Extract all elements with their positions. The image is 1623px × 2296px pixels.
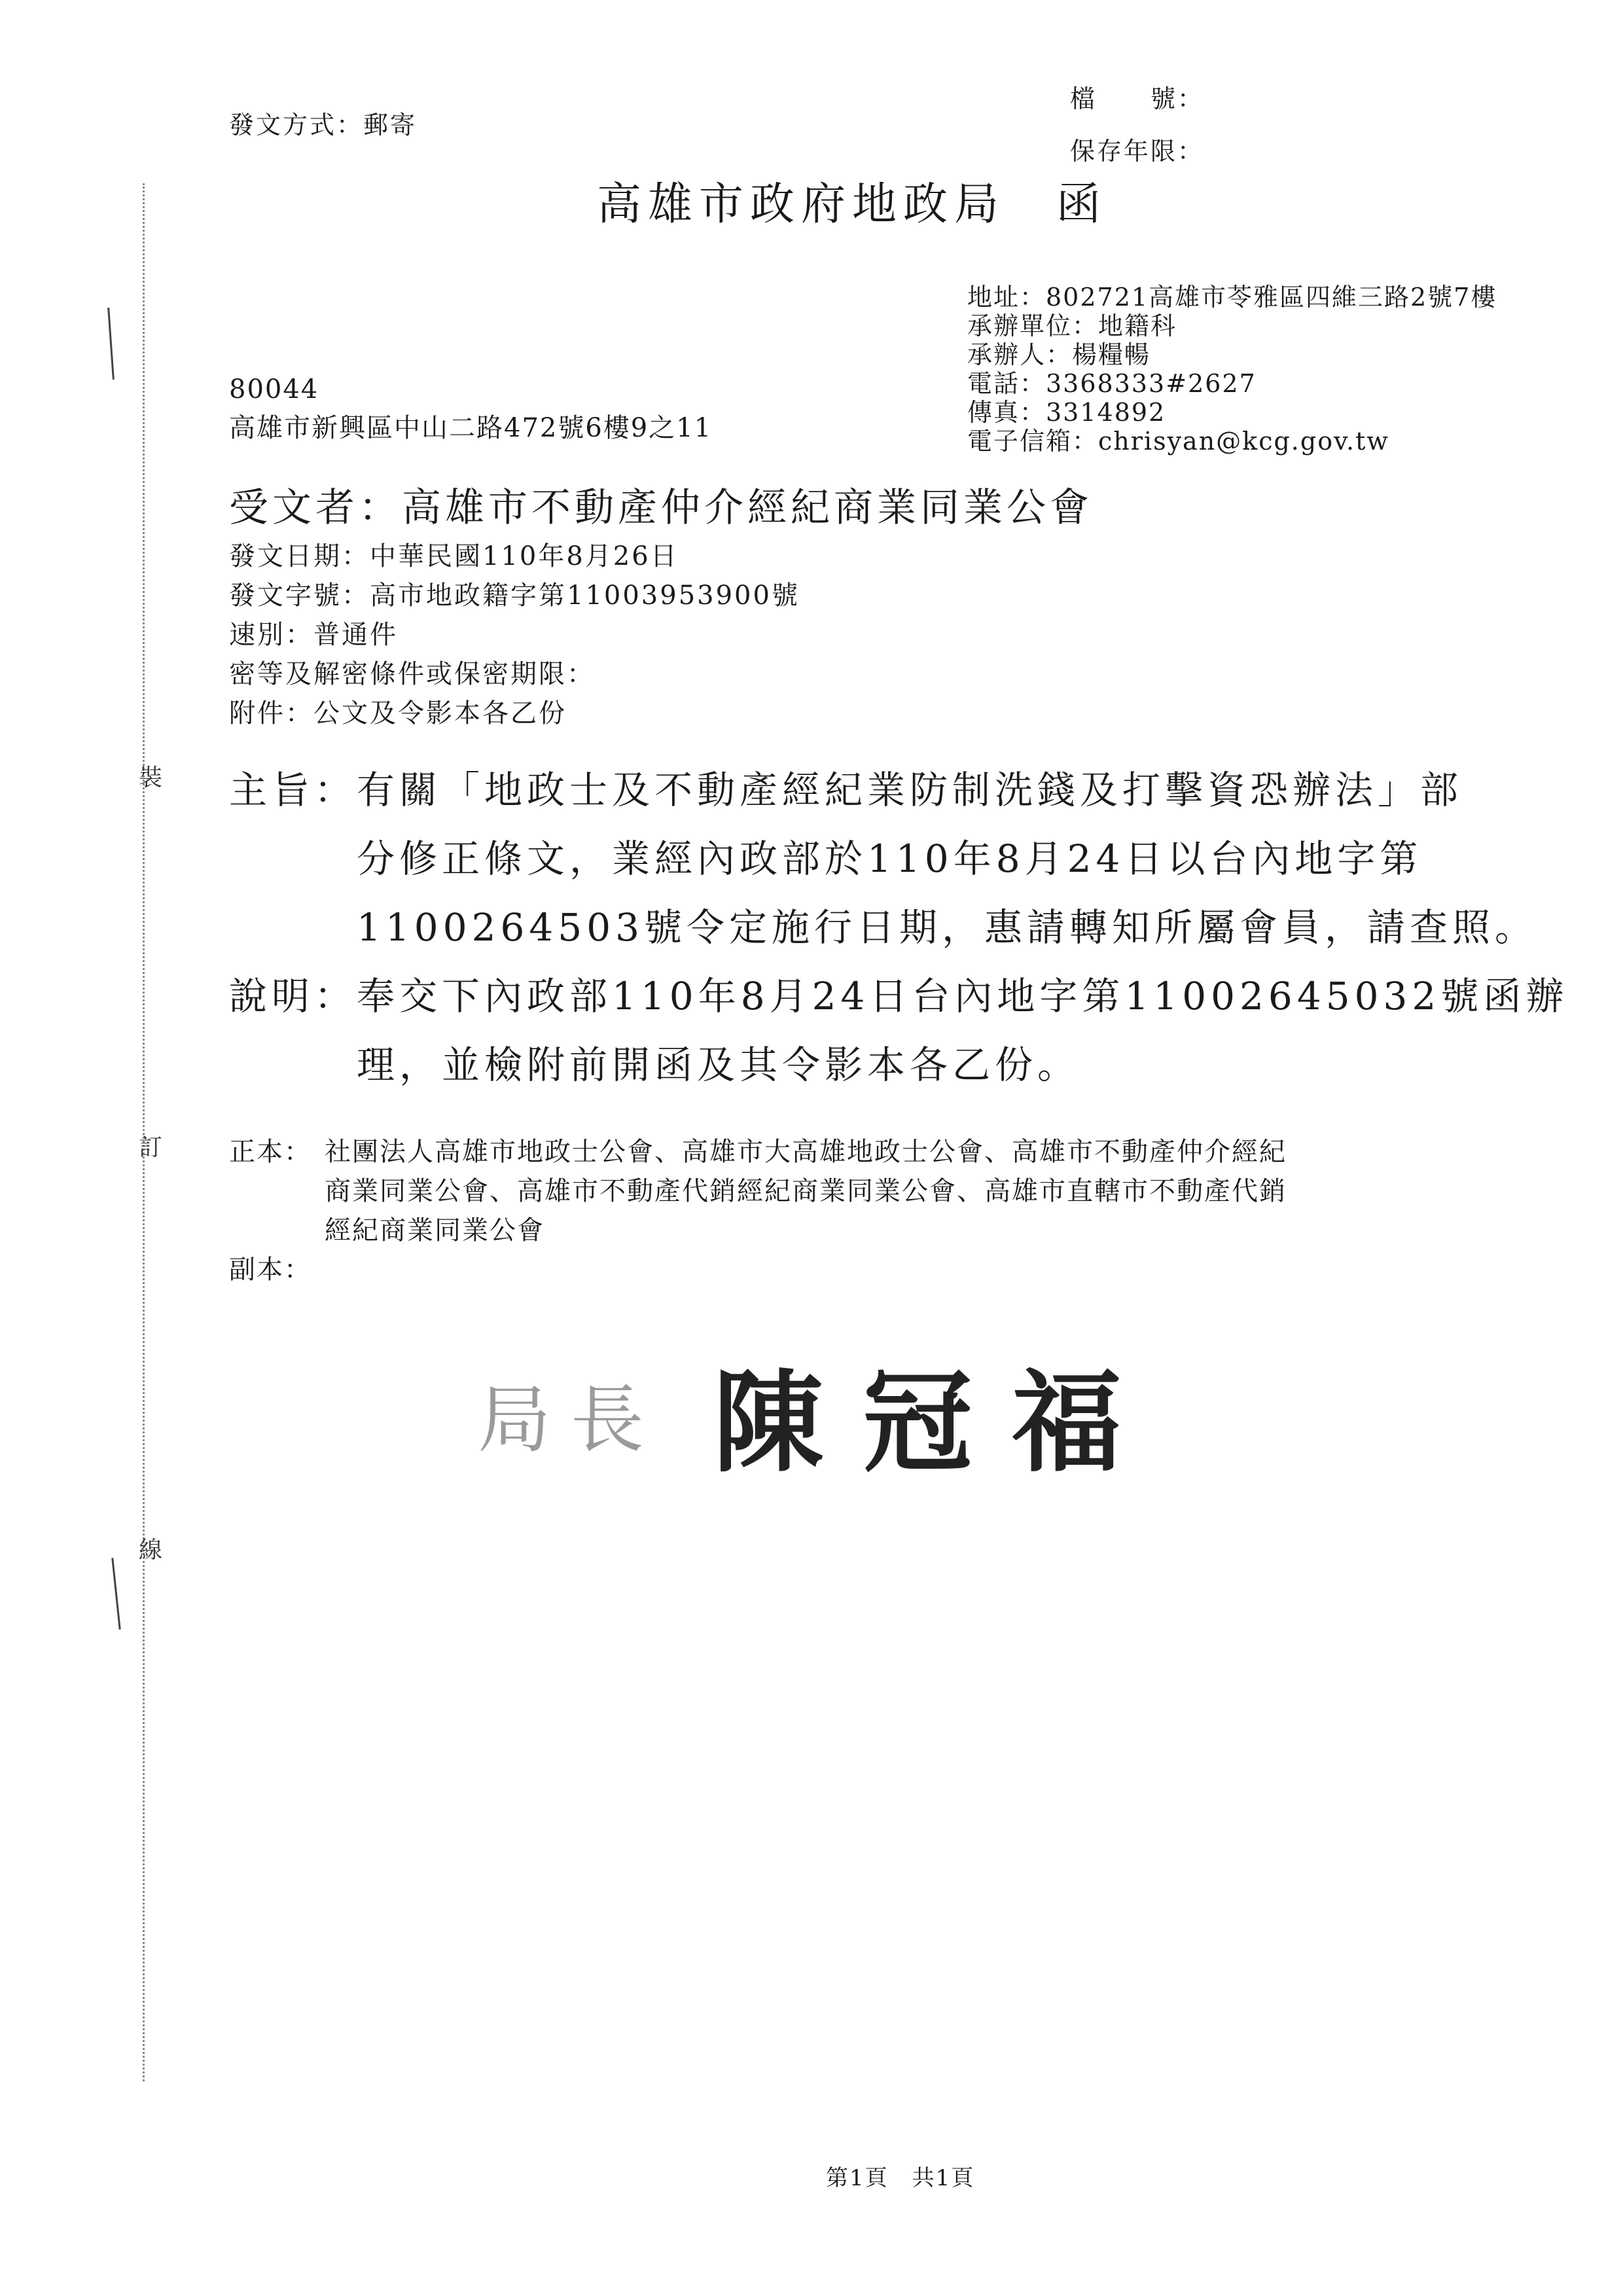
subject-line: 1100264503號令定施行日期，惠請轉知所屬會員，請查照。 xyxy=(357,905,1538,950)
original-recipients-label: 正本： xyxy=(229,1137,312,1167)
signature-title: 局長 xyxy=(478,1378,664,1463)
attachments: 附件：公文及令影本各乙份 xyxy=(229,698,567,728)
secrecy-level: 密等及解密條件或保密期限： xyxy=(229,659,595,689)
issue-date: 發文日期：中華民國110年8月26日 xyxy=(229,541,679,571)
recipient: 受文者：高雄市不動產仲介經紀商業同業公會 xyxy=(229,485,1093,531)
subject-line: 分修正條文，業經內政部於110年8月24日以台內地字第 xyxy=(357,836,1423,881)
explanation-line: 理，並檢附前開函及其令影本各乙份。 xyxy=(357,1043,1080,1087)
document-title: 高雄市政府地政局 函 xyxy=(597,179,1108,230)
recipient-postcode: 80044 xyxy=(229,374,319,404)
recipient-mailing-address: 高雄市新興區中山二路472號6樓9之11 xyxy=(229,413,713,443)
original-recipients-line: 社團法人高雄市地政士公會、高雄市大高雄地政士公會、高雄市不動產仲介經紀 xyxy=(325,1137,1287,1167)
binding-mark-xian: 線 xyxy=(139,1537,163,1564)
signature-name: 陳冠福 xyxy=(713,1357,1161,1487)
original-recipients-line: 商業同業公會、高雄市不動產代銷經紀商業同業公會、高雄市直轄市不動產代銷 xyxy=(325,1176,1287,1206)
original-recipients-line: 經紀商業同業公會 xyxy=(325,1215,544,1246)
retention-period-label: 保存年限： xyxy=(1070,137,1205,166)
send-method: 發文方式：郵寄 xyxy=(229,111,418,139)
scan-tick-mark xyxy=(111,1558,120,1630)
contact-phone: 電話：3368333#2627 xyxy=(967,369,1257,398)
scan-tick-mark xyxy=(107,308,115,380)
contact-address: 地址：802721高雄市苓雅區四維三路2號7樓 xyxy=(967,283,1497,312)
binding-mark-ding: 訂 xyxy=(139,1134,163,1161)
delivery-speed: 速別：普通件 xyxy=(229,620,398,650)
binding-mark-zhuang: 裝 xyxy=(139,764,163,791)
contact-fax: 傳真：3314892 xyxy=(967,398,1166,427)
subject-label: 主旨： xyxy=(229,768,357,812)
page-number: 第1頁 共1頁 xyxy=(826,2165,975,2191)
contact-info xyxy=(967,283,1497,456)
explanation-label: 說明： xyxy=(229,974,357,1018)
contact-unit: 承辦單位：地籍科 xyxy=(967,312,1177,340)
document-number: 發文字號：高市地政籍字第11003953900號 xyxy=(229,581,800,611)
copy-recipients-label: 副本： xyxy=(229,1255,312,1285)
subject-line: 有關「地政士及不動產經紀業防制洗錢及打擊資恐辦法」部 xyxy=(357,768,1463,812)
file-number-label: 檔 號： xyxy=(1070,84,1205,113)
contact-handler: 承辦人：楊糧暢 xyxy=(967,340,1151,369)
contact-email: 電子信箱：chrisyan@kcg.gov.tw xyxy=(967,427,1389,456)
explanation-line: 奉交下內政部110年8月24日台內地字第11002645032號函辦 xyxy=(357,974,1569,1018)
